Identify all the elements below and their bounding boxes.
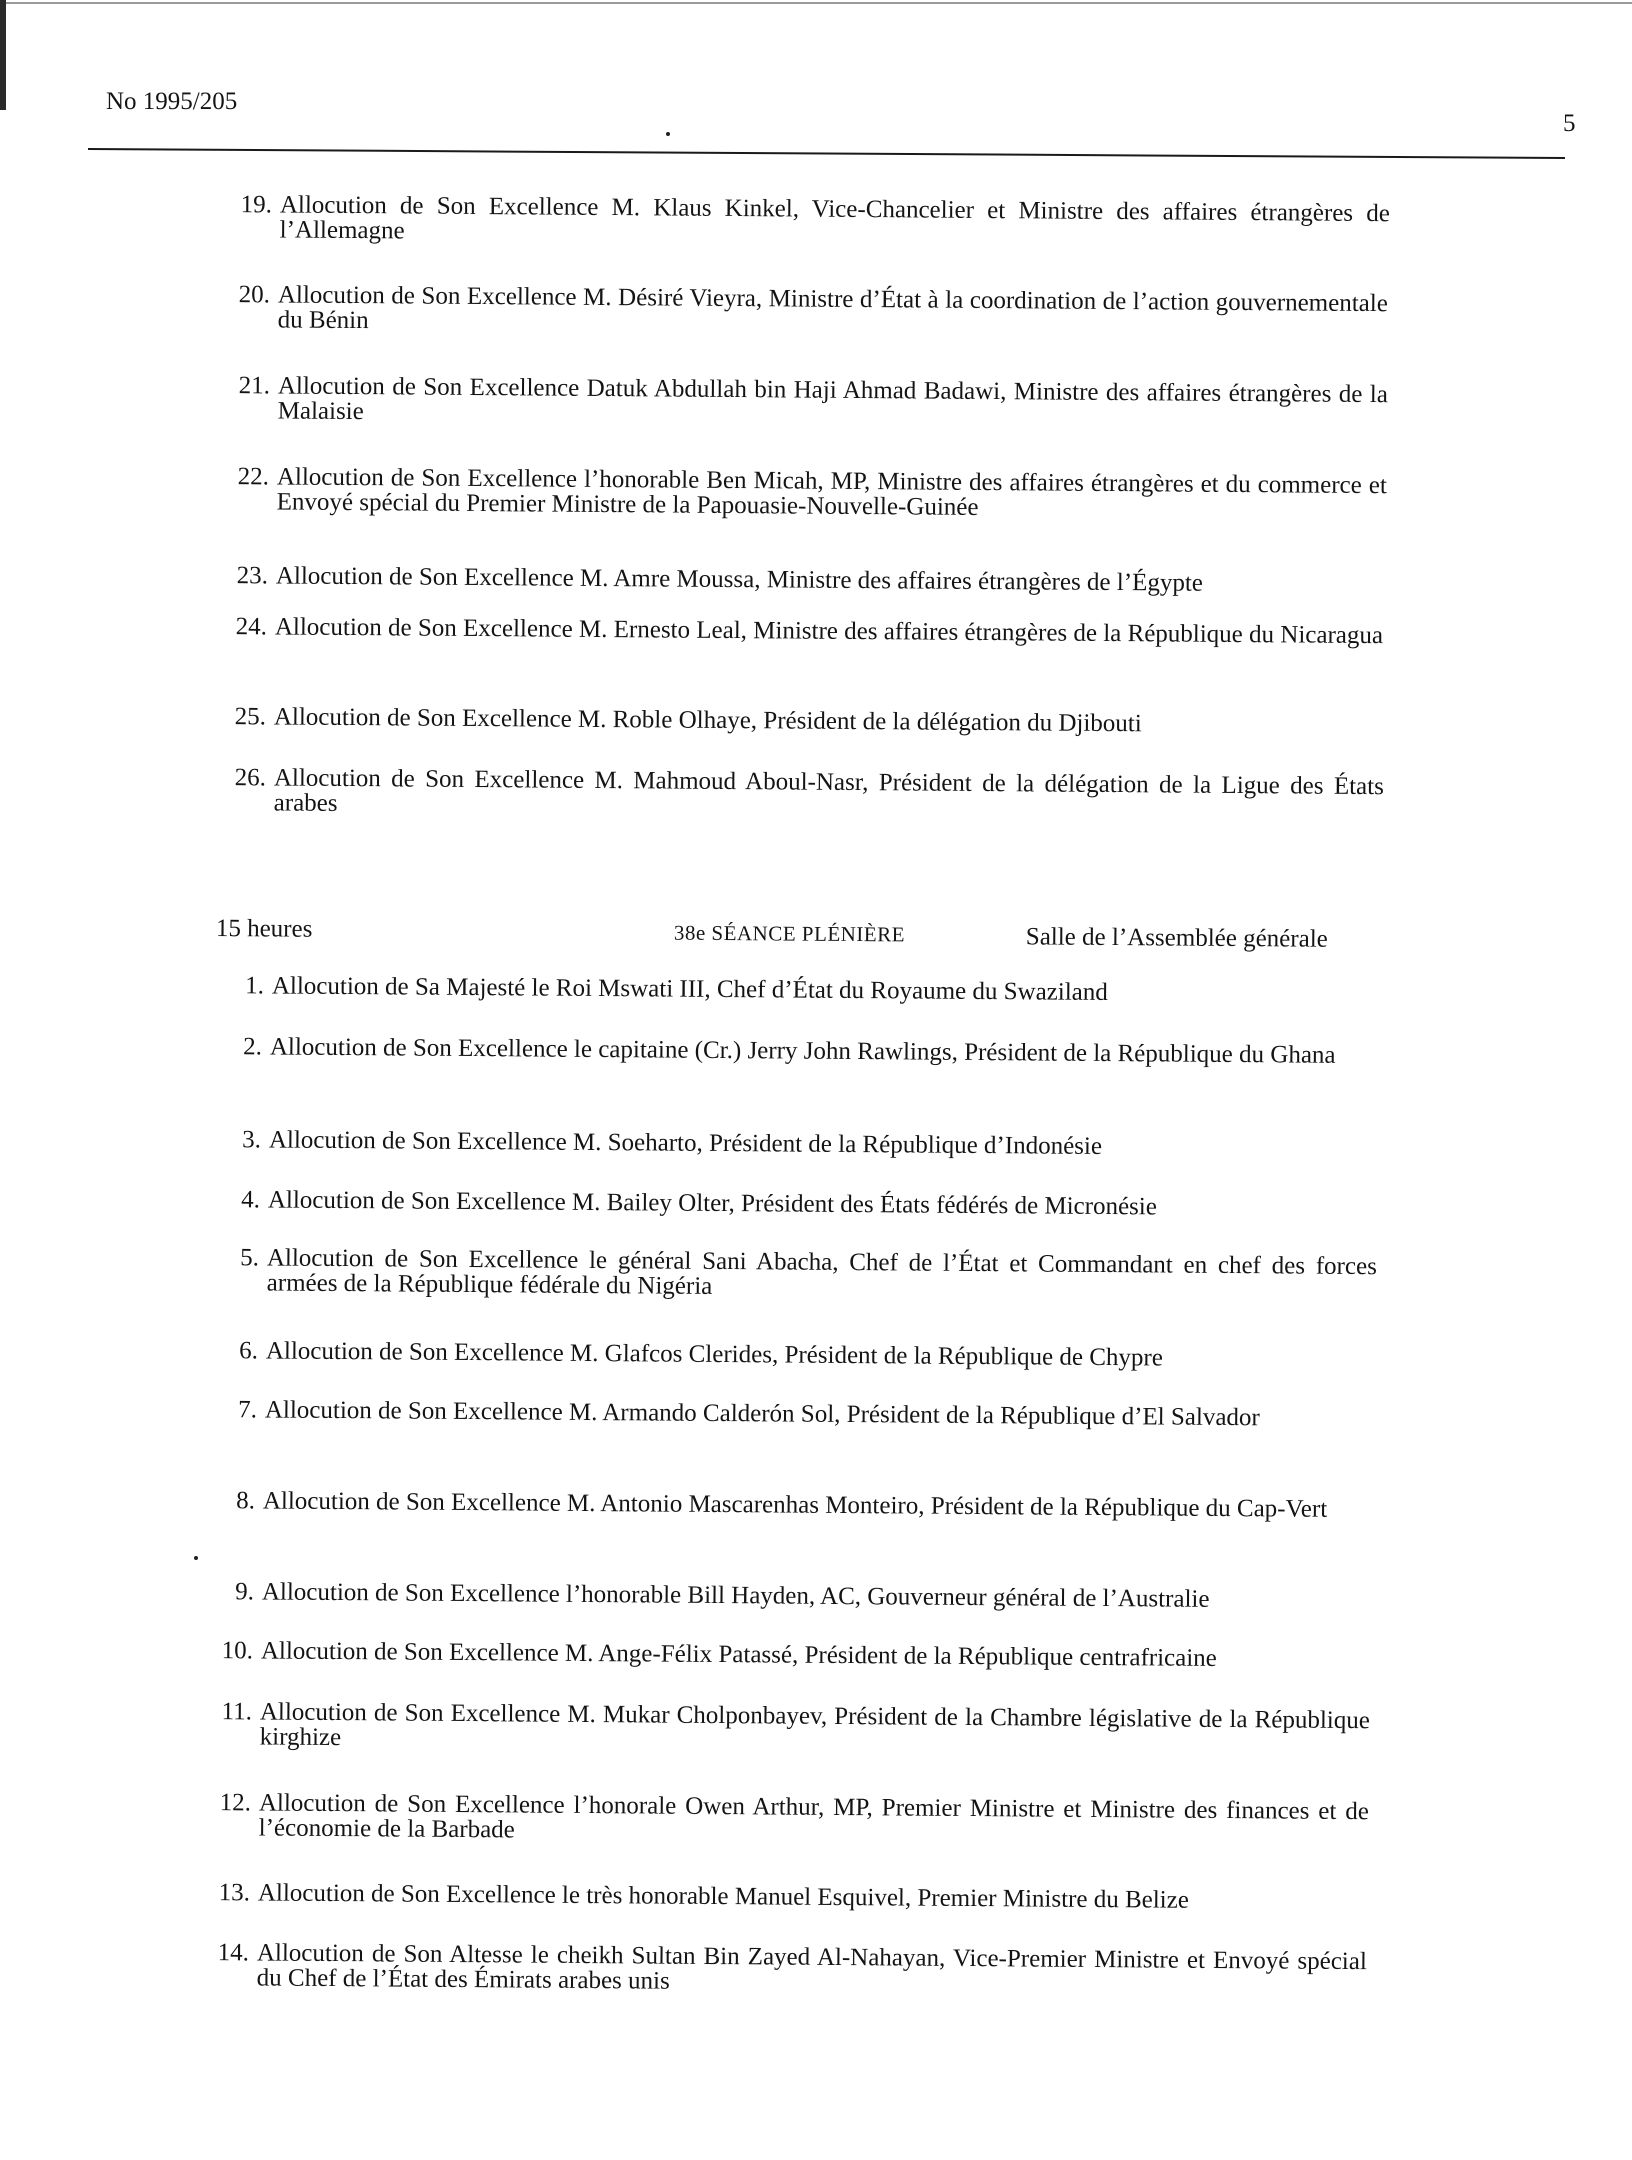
item-number: 23.	[236, 562, 269, 590]
scan-top-edge	[0, 2, 1632, 4]
list-item	[216, 973, 1632, 1009]
item-number: 20.	[238, 281, 271, 309]
item-number: 8.	[236, 1487, 256, 1515]
list-item	[218, 765, 1632, 826]
list-item	[218, 704, 1632, 740]
list-item	[211, 1245, 1631, 1306]
list-item	[222, 282, 1632, 343]
item-number: 7.	[238, 1396, 258, 1424]
item-number: 9.	[235, 1578, 255, 1606]
session-name: 38e SÉANCE PLÉNIÈRE	[673, 920, 906, 947]
item-number: 25.	[234, 703, 267, 731]
list-item	[202, 1880, 1622, 1916]
item-number: 12.	[219, 1789, 252, 1817]
list-item	[219, 614, 1632, 650]
list-item	[201, 1940, 1621, 2001]
item-text: Allocution de Son Excellence M. Ange-Félix Patassé, Président de la République centrafricaine	[260, 1637, 1217, 1672]
scan-edge-mark	[0, 0, 6, 110]
item-text: Allocution de Son Excellence le capitaine (Cr.) Jerry John Rawlings, Président de la République du Ghana	[269, 1033, 1336, 1069]
list-item	[220, 563, 1632, 599]
item-text: Allocution de Son Excellence M. Antonio Mascarenhas Monteiro, Président de la République du Cap-Vert	[262, 1487, 1328, 1523]
list-item	[206, 1579, 1626, 1615]
item-number: 3.	[242, 1126, 262, 1154]
item-text: Allocution de Son Excellence M. Mukar Cholponbayev, Président de la Chambre législative de la République kirghize	[259, 1698, 1370, 1752]
item-number: 1.	[245, 972, 265, 1000]
scan-speck	[666, 132, 670, 136]
item-text: Allocution de Son Excellence M. Désiré Vieyra, Ministre d’État à la coordination de l’action gouvernementale du Bénin	[277, 281, 1388, 335]
document-number: No 1995/205	[106, 88, 238, 115]
item-number: 22.	[237, 463, 270, 491]
item-text: Allocution de Son Altesse le cheikh Sultan Bin Zayed Al-Nahayan, Vice-Premier Ministre et Envoyé spécial du Chef de l’État des Émirats arabes unis	[256, 1939, 1367, 1995]
list-item	[203, 1790, 1623, 1851]
item-number: 13.	[218, 1879, 251, 1907]
item-number: 14.	[217, 1939, 250, 1967]
list-item	[207, 1488, 1627, 1524]
item-text: Allocution de Son Excellence le général Sani Abacha, Chef de l’État et Commandant en chef des forces armées de la République fédérale du Nigéria	[266, 1244, 1377, 1300]
item-text: Allocution de Sa Majesté le Roi Mswati III, Chef d’État du Royaume du Swaziland	[271, 972, 1108, 1007]
list-item	[212, 1187, 1632, 1223]
item-text: Allocution de Son Excellence M. Mahmoud Aboul-Nasr, Président de la délégation de la Ligue des États arabes	[273, 764, 1384, 817]
item-text: Allocution de Son Excellence M. Soeharto, Président de la République d’Indonésie	[268, 1126, 1103, 1160]
header-rule	[88, 148, 1565, 159]
list-item	[204, 1699, 1624, 1760]
session-time: 15 heures	[215, 915, 313, 943]
item-text: Allocution de Son Excellence M. Roble Olhaye, Président de la délégation du Djibouti	[273, 703, 1142, 738]
item-number: 4.	[241, 1186, 261, 1214]
list-item	[222, 373, 1632, 434]
scan-speck	[194, 1556, 198, 1560]
item-text: Allocution de Son Excellence M. Glafcos Clerides, Président de la République de Chypre	[265, 1337, 1163, 1372]
item-number: 11.	[221, 1698, 253, 1726]
list-item	[224, 192, 1632, 253]
item-text: Allocution de Son Excellence l’honorale Owen Arthur, MP, Premier Ministre et Ministre des finances et de l’économie de la Barbade	[258, 1789, 1369, 1844]
item-text: Allocution de Son Excellence M. Klaus Kinkel, Vice-Chancelier et Ministre des affaires étrangères de l’Allemagne	[279, 191, 1390, 245]
item-number: 19.	[240, 191, 273, 219]
page-number: 5	[1563, 110, 1576, 137]
item-number: 26.	[234, 764, 267, 792]
session-header	[216, 915, 1381, 954]
list-item	[221, 464, 1632, 525]
item-number: 5.	[240, 1244, 260, 1272]
item-text: Allocution de Son Excellence M. Armando Calderón Sol, Président de la République d’El Salvador	[264, 1396, 1260, 1432]
item-text: Allocution de Son Excellence M. Amre Moussa, Ministre des affaires étrangères de l’Égypte	[275, 562, 1204, 597]
session-room: Salle de l’Assemblée générale	[1025, 923, 1328, 953]
list-item	[214, 1034, 1632, 1070]
item-text: Allocution de Son Excellence le très honorable Manuel Esquivel, Premier Ministre du Belize	[257, 1879, 1189, 1914]
item-text: Allocution de Son Excellence M. Ernesto Leal, Ministre des affaires étrangères de la République du Nicaragua	[274, 613, 1384, 650]
item-number: 21.	[238, 372, 271, 400]
item-number: 6.	[239, 1337, 259, 1365]
item-number: 24.	[235, 613, 268, 641]
list-item	[210, 1338, 1630, 1374]
list-item	[209, 1397, 1629, 1433]
item-number: 2.	[243, 1033, 263, 1061]
item-text: Allocution de Son Excellence l’honorable Bill Hayden, AC, Gouverneur général de l’Australie	[261, 1578, 1210, 1613]
item-number: 10.	[221, 1637, 254, 1665]
list-item	[213, 1127, 1632, 1163]
item-text: Allocution de Son Excellence Datuk Abdullah bin Haji Ahmad Badawi, Ministre des affaires étrangères de la Malaisie	[277, 372, 1388, 426]
item-text: Allocution de Son Excellence M. Bailey Olter, Président des États fédérés de Micronésie	[267, 1186, 1157, 1221]
item-text: Allocution de Son Excellence l’honorable Ben Micah, MP, Ministre des affaires étrangères et du commerce et Envoyé spécial du Premier Ministre de la Papouasie-Nouvelle-Guinée	[276, 463, 1387, 521]
list-item	[205, 1638, 1625, 1674]
